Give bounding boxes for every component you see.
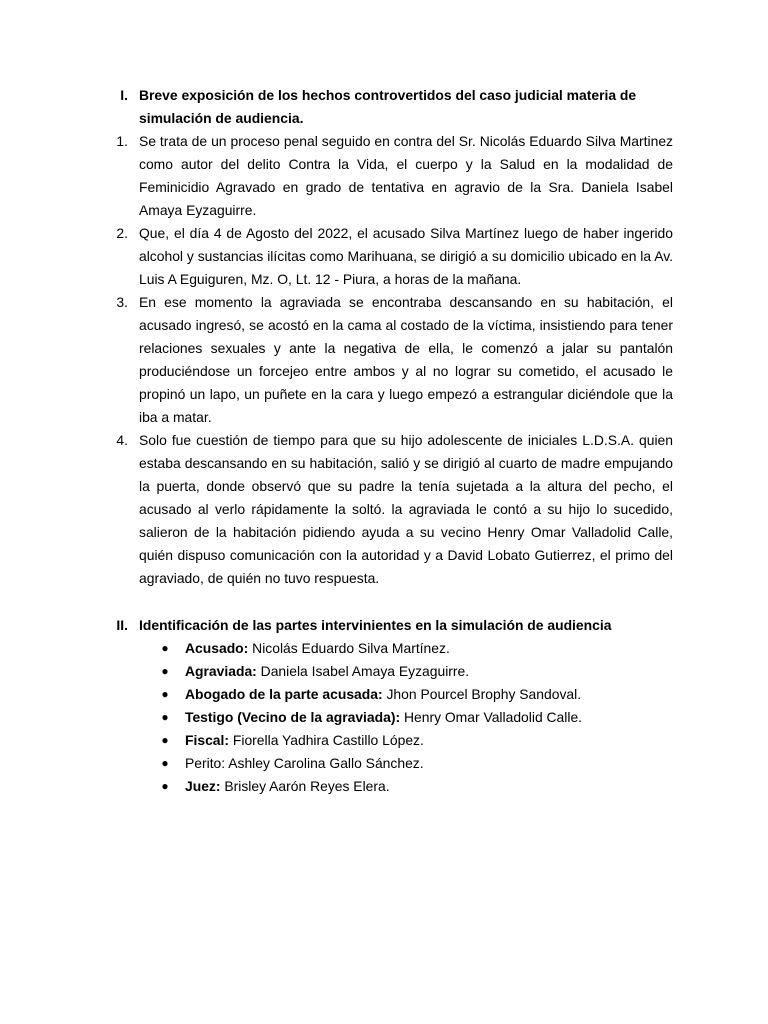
list-item: Se trata de un proceso penal seguido en contra del Sr. Nicolás Eduardo Silva Martinez como autor del delito Contra la Vida, el cuerpo y la Salud en la modalidad de Feminicidio Agravado en grado de tentativa en agravio de la Sra. Daniela Isabel Amaya Eyzaguirre. — [139, 133, 673, 218]
list-item-number: 4. — [116, 432, 128, 448]
party-role: Testigo (Vecino de la agraviada): — [185, 709, 401, 725]
party-name: Ashley Carolina Gallo Sánchez. — [225, 755, 424, 771]
bullet-icon: ● — [161, 687, 169, 701]
list-item: Solo fue cuestión de tiempo para que su hijo adolescente de iniciales L.D.S.A. quien estaba descansando en su habitación, salió y se dirigió al cuarto de madre empujando la puerta, donde observó que su padre la tenía sujetada a la altura del pecho, el acusado al verlo rápidamente la soltó. la agraviada le contó a su hijo lo sucedido, salieron de la habitación pidiendo ayuda a su vecino Henry Omar Valladolid Calle, quién dispuso comunicación con la autoridad y a David Lobato Gutierrez, el primo del agraviado, de quién no tuvo respuesta. — [139, 432, 673, 586]
party-item-perito — [185, 752, 705, 775]
party-name: Nicolás Eduardo Silva Martínez. — [248, 640, 450, 656]
party-role: Agraviada: — [185, 663, 257, 679]
party-role: Acusado: — [185, 640, 249, 656]
bullet-icon: ● — [161, 710, 169, 724]
bullet-icon: ● — [161, 779, 169, 793]
list-item: En ese momento la agraviada se encontraba descansando en su habitación, el acusado ingresó, se acostó en la cama al costado de la víctima, insistiendo para tener relaciones sexuales y ante la negativa de ella, le comenzó a jalar su pantalón produciéndose un forcejeo entre ambos y al no lograr su cometido, el acusado le propinó un lapo, un puñete en la cara y luego empezó a estrangular diciéndole que la iba a matar. — [139, 294, 673, 425]
list-item-number: 2. — [116, 225, 128, 241]
bullet-icon: ● — [161, 641, 169, 655]
party-item-testigo — [185, 706, 705, 729]
party-name: Daniela Isabel Amaya Eyzaguirre. — [256, 663, 470, 679]
party-role: Fiscal: — [185, 732, 230, 748]
party-role: Perito: — [185, 755, 226, 771]
party-item-fiscal — [185, 729, 705, 752]
list-item-number: 1. — [116, 133, 128, 149]
bullet-icon: ● — [161, 733, 169, 747]
party-name: Brisley Aarón Reyes Elera. — [220, 778, 390, 794]
party-role: Juez: — [185, 778, 221, 794]
party-name: Fiorella Yadhira Castillo López. — [229, 732, 424, 748]
section-numeral: II. — [116, 617, 128, 633]
section-title: Identificación de las partes intervinientes en la simulación de audiencia — [139, 617, 612, 633]
party-role: Abogado de la parte acusada: — [185, 686, 383, 702]
party-item-juez — [185, 775, 705, 798]
section-title: Breve exposición de los hechos controvertidos del caso judicial materia de simulación de audiencia. — [139, 87, 637, 126]
party-name: Jhon Pourcel Brophy Sandoval. — [382, 686, 582, 702]
party-item-acusado — [185, 637, 705, 660]
list-item: Que, el día 4 de Agosto del 2022, el acusado Silva Martínez luego de haber ingerido alcohol y sustancias ilícitas como Marihuana, se dirigió a su domicilio ubicado en la Av. Luis A Eguiguren, Mz. O, Lt. 12 - Piura, a horas de la mañana. — [139, 225, 673, 287]
bullet-icon: ● — [161, 756, 169, 770]
party-item-abogado — [185, 683, 705, 706]
list-item-number: 3. — [116, 294, 128, 310]
section-numeral: I. — [120, 87, 128, 103]
bullet-icon: ● — [161, 664, 169, 678]
party-item-agraviada — [185, 660, 705, 683]
party-name: Henry Omar Valladolid Calle. — [400, 709, 583, 725]
